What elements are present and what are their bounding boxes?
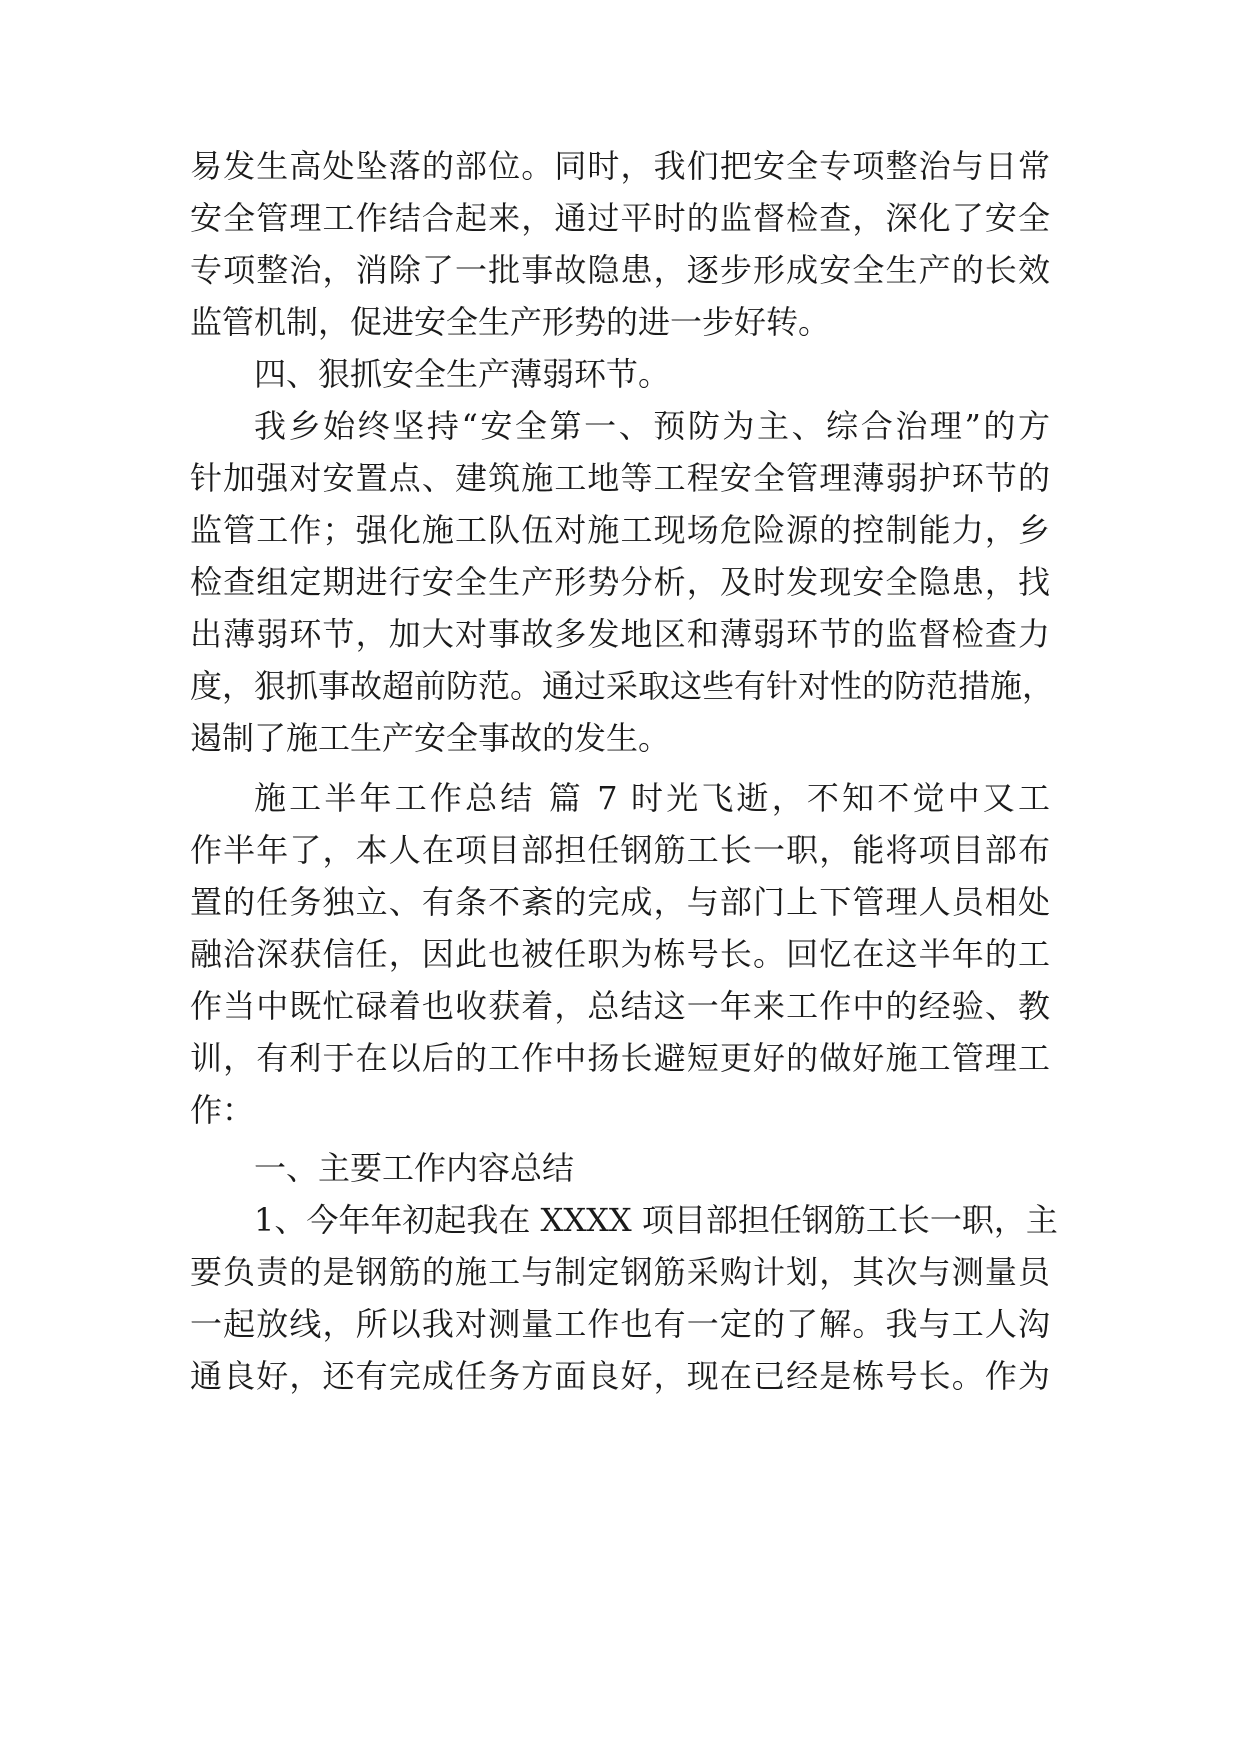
text-line-22: 要负责的是钢筋的施工与制定钢筋采购计划，其次与测量员	[190, 1253, 1050, 1291]
text-line-23: 一起放线，所以我对测量工作也有一定的了解。我与工人沟	[190, 1305, 1050, 1343]
text-line-2: 安全管理工作结合起来，通过平时的监督检查，深化了安全	[190, 199, 1050, 237]
section-heading-4: 四、狠抓安全生产薄弱环节。	[254, 355, 671, 393]
text-line-16: 融洽深获信任，因此也被任职为栋号长。回忆在这半年的工	[190, 935, 1050, 973]
text-line-21: 1、今年年初起我在 XXXX 项目部担任钢筋工长一职，主	[254, 1201, 1058, 1239]
text-line-6: 我乡始终坚持“安全第一、预防为主、综合治理”的方	[254, 407, 1050, 445]
text-line-14: 作半年了，本人在项目部担任钢筋工长一职，能将项目部布	[190, 831, 1050, 869]
text-line-15: 置的任务独立、有条不紊的完成，与部门上下管理人员相处	[190, 883, 1050, 921]
text-line-19: 作：	[190, 1091, 255, 1129]
text-line-17: 作当中既忙碌着也收获着，总结这一年来工作中的经验、教	[190, 987, 1050, 1025]
text-line-18: 训，有利于在以后的工作中扬长避短更好的做好施工管理工	[190, 1039, 1050, 1077]
text-line-8: 监管工作；强化施工队伍对施工现场危险源的控制能力，乡	[190, 511, 1050, 549]
text-line-11: 度，狠抓事故超前防范。通过采取这些有针对性的防范措施，	[190, 667, 1055, 705]
text-line-7: 针加强对安置点、建筑施工地等工程安全管理薄弱护环节的	[190, 459, 1050, 497]
text-line-13: 施工半年工作总结 篇 7 时光飞逝，不知不觉中又工	[254, 779, 1050, 817]
text-line-10: 出薄弱环节，加大对事故多发地区和薄弱环节的监督检查力	[190, 615, 1050, 653]
text-line-4: 监管机制，促进安全生产形势的进一步好转。	[190, 303, 831, 341]
text-line-24: 通良好，还有完成任务方面良好，现在已经是栋号长。作为	[190, 1357, 1050, 1395]
text-line-3: 专项整治，消除了一批事故隐患，逐步形成安全生产的长效	[190, 251, 1050, 289]
text-line-1: 易发生高处坠落的部位。同时，我们把安全专项整治与日常	[190, 147, 1050, 185]
section-heading-1: 一、主要工作内容总结	[254, 1149, 575, 1187]
text-line-9: 检查组定期进行安全生产形势分析，及时发现安全隐患，找	[190, 563, 1050, 601]
text-line-12: 遏制了施工生产安全事故的发生。	[190, 719, 671, 757]
